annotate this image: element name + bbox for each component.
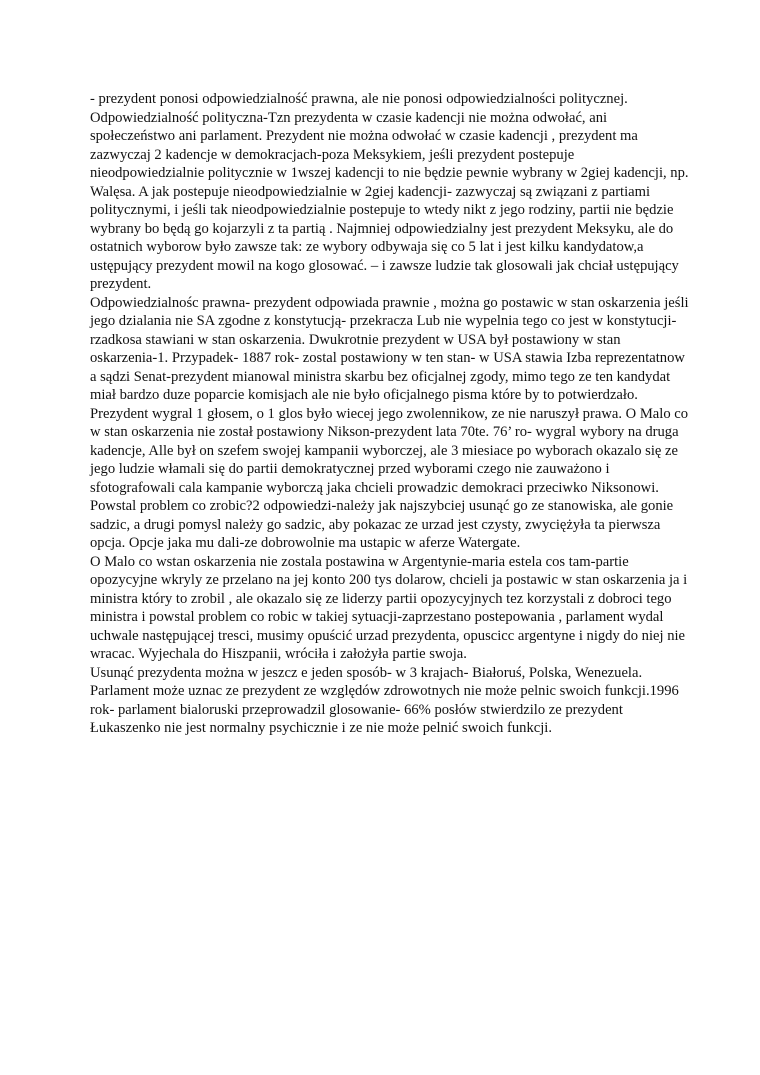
paragraph-legal-responsibility-intro: - prezydent ponosi odpowiedzialność prawna, ale nie ponosi odpowiedzialności politycznej. (90, 91, 628, 107)
paragraph-removal-health-reasons: Usunąć prezydenta można w jeszcz e jeden sposób- w 3 krajach- Białoruś, Polska, Wenezuela. Parlament może uznac ze prezydent ze względów zdrowotnych nie może pelnic swoich funkcji.1996 rok- parlament bialoruski przeprowadzil glosowanie- 66% posłów stwierdzilo ze prezydent Łukaszenko nie jest normalny psychicznie i ze nie może pelnić swoich funkcji. (90, 664, 679, 736)
document-body (90, 90, 690, 738)
paragraph-legal-responsibility: Odpowiedzialnośc prawna- prezydent odpowiada prawnie , można go postawic w stan oskarzenia jeśli jego dzialania nie SA zgodne z konstytucją- przekracza Lub nie wypelnia tego co jest w konstytucji-rzadkosa stawiani w stan oskarzenia. Dwukrotnie prezydent w USA był postawiony w stan oskarzenia-1. Przypadek- 1887 rok- zostal postawiony w ten stan- w USA stawia Izba reprezentatnow a sądzi Senat-prezydent mianowal ministra skarbu bez oficjalnej zgody, mimo tego ze ten kandydat miał bardzo duze poparcie komisjach ale nie było oficjalnego pisma które by to potwierdzało. Prezydent wygral 1 głosem, o 1 glos było wiecej jego zwolennikow, ze nie naruszył prawa. O Malo co w stan oskarzenia nie został postawiony Nikson-prezydent lata 70te. 76’ ro- wygral wybory na druga kadencje, Alle był on szefem swojej kampanii wyborczej, ale 3 miesiace po wyborach okazalo się ze jego ludzie włamali się do partii demokratycznej przed wyborami czego nie zauważono i sfotografowali cala kampanie wyborczą jaka chcieli prowadzic demokraci przeciwko Niksonowi. Powstal problem co zrobic?2 odpowiedzi-należy jak najszybciej usunąć go ze stanowiska, ale gonie sadzic, a drugi pomysl należy go sadzic, aby pokazac ze urzad jest czysty, zwyciężyła ta pierwsza opcja. Opcje jaka mu dali-ze dobrowolnie ma ustapic w aferze Watergate. (90, 294, 689, 551)
paragraph-argentina-case: O Malo co wstan oskarzenia nie zostala postawina w Argentynie-maria estela cos tam-partie opozycyjne wkryly ze przelano na jej konto 200 tys dolarow, chcieli ja postawic w stan oskarzenia ja i ministra który to zrobil , ale okazalo się ze liderzy partii opozycyjnych tez korzystali z dobroci tego ministra i powstal problem co robic w takiej sytuacji-zaprzestano postepowania , parlament wydal uchwale następującej tresci, musimy opuścić urzad prezydenta, opuscicc argentyne i nigdy do niej nie wracac. Wyjechala do Hiszpanii, wróciła i założyła partie swoja. (90, 553, 688, 662)
paragraph-political-responsibility: Odpowiedzialność polityczna-Tzn prezydenta w czasie kadencji nie można odwołać, ani społeczeństwo ani parlament. Prezydent nie można odwołać w czasie kadencji , prezydent ma zazwyczaj 2 kadencje w demokracjach-poza Meksykiem, jeśli prezydent postepuje nieodpowiedzialnie politycznie w 1wszej kadencji to nie będzie pewnie wybrany w 2giej kadencji, np. Walęsa. A jak postepuje nieodpowiedzialnie w 2giej kadencji- zazwyczaj są związani z partiami politycznymi, i jeśli tak nieodpowiedzialnie postepuje to wtedy nikt z jego rodziny, partii nie będzie wybrany bo będą go kojarzyli z ta partią . Najmniej odpowiedzialny jest prezydent Meksyku, ale do ostatnich wyborow było zawsze tak: ze wybory odbywaja się co 5 lat i jest kilku kandydatow,a ustępujący prezydent mowil na kogo glosować. – i zawsze ludzie tak glosowali jak chciał ustępujący prezydent. (90, 109, 689, 292)
